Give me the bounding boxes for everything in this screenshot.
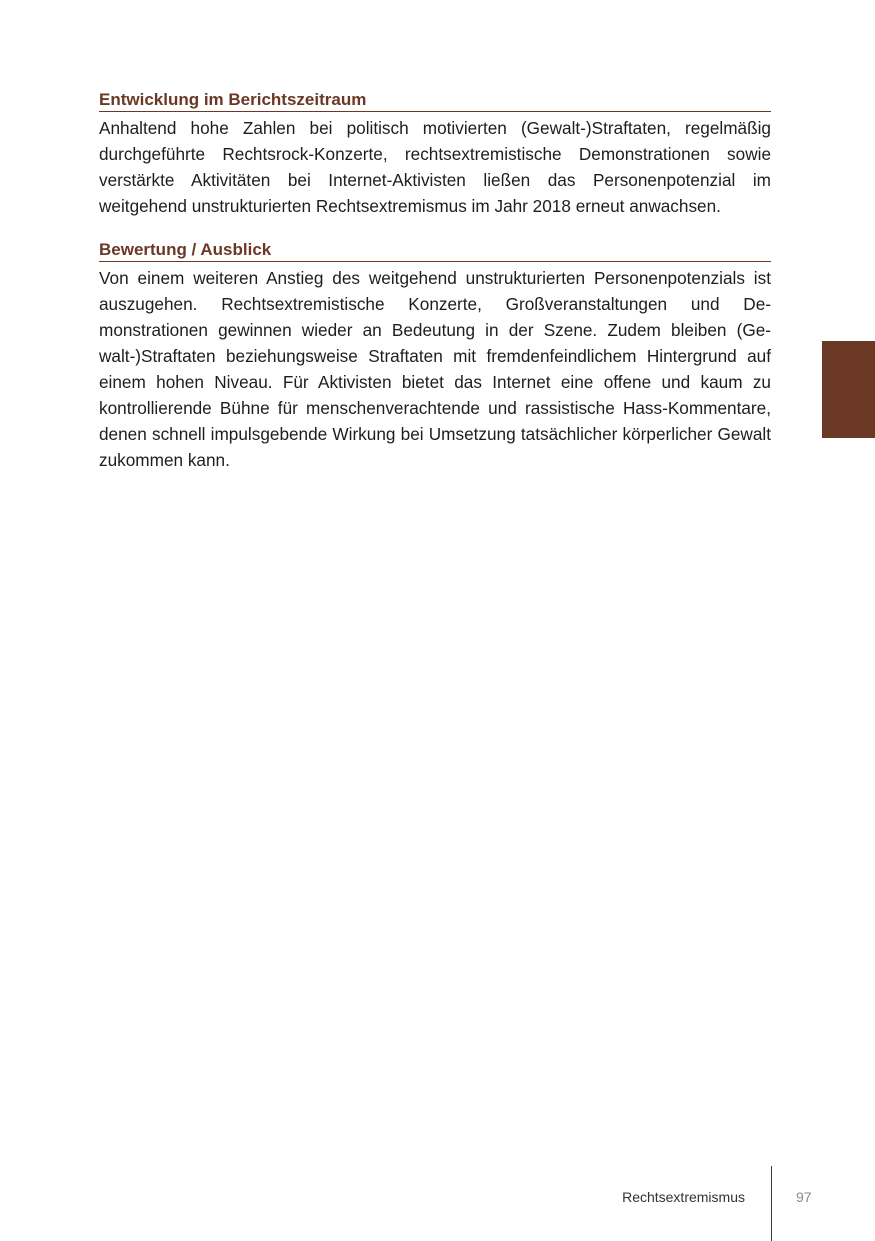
section-development <box>99 90 771 219</box>
section-heading: Entwicklung im Berichtszeitraum <box>99 90 771 112</box>
page-number: 97 <box>796 1189 812 1205</box>
footer-divider <box>771 1166 772 1241</box>
main-content <box>99 90 771 494</box>
section-paragraph: Anhaltend hohe Zahlen bei politisch motivierten (Gewalt-)Straftaten, regelmäßig durchgeführte Rechtsrock-Konzerte, rechtsextremistische Demonstrationen sowie verstärkte Aktivitäten bei Internet-Aktivisten ließen das Personenpotenzial im weitgehend unstrukturierten Rechtsextremismus im Jahr 2018 erneut anwachsen. <box>99 118 771 216</box>
section-paragraph: Von einem weiteren Anstieg des weitgehend unstrukturierten Personenpotenzials ist auszugehen. Rechtsextremistische Konzerte, Großveranstaltungen und Demonstrationen gewinnen wieder an Bedeutung in der Szene. Zudem bleiben (Gewalt-)Straftaten beziehungsweise Straftaten mit fremdenfeindlichem Hintergrund auf einem hohen Niveau. Für Aktivisten bietet das Internet eine offene und kaum zu kontrollierende Bühne für menschenverachtende und rassistische Hass-Kommentare, denen schnell impulsgebende Wirkung bei Umsetzung tatsächlicher körperlicher Gewalt zukommen kann. <box>99 268 771 470</box>
section-heading: Bewertung / Ausblick <box>99 240 771 262</box>
footer-section-name: Rechtsextremismus <box>622 1189 745 1205</box>
chapter-tab-marker <box>822 341 875 438</box>
section-assessment <box>99 240 771 473</box>
